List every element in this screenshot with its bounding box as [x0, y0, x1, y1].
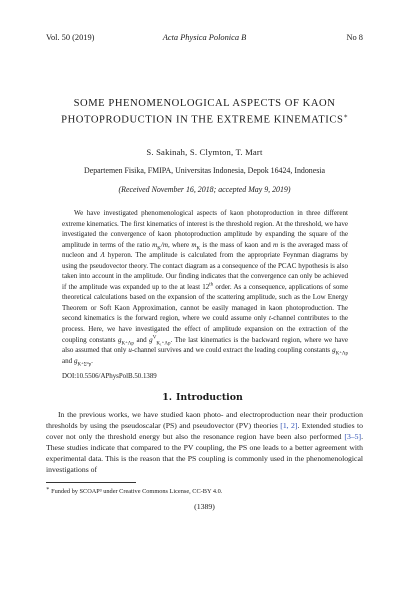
section-number: 1.: [162, 392, 173, 403]
received-dates: (Received November 16, 2018; accepted May 9, 2019): [118, 185, 291, 194]
title-footnote-marker: ∗: [343, 113, 348, 120]
citation-link[interactable]: [1, 2]: [280, 421, 298, 431]
author-list: S. Sakinah, S. Clymton, T. Mart: [146, 147, 263, 157]
footnote-rule: [46, 482, 136, 483]
issue-number: No 8: [346, 33, 363, 42]
abstract-paragraph: We have investigated phenomenological aspects of kaon photoproduction in three different extreme kinematics. The first kinematics of interest is the threshold region. At the threshold, we have investigated the convergence of kaon photoproduction amplitude by expanding the square of the amplitude in terms of the ratio $m_K/m$, where $m_K$ is the mass of kaon and m is the averaged mass of nucleon and Λ hyperon. The amplitude is calculated from the appropriate Feynman diagrams by using the pseudovector theory. The contact diagram as a consequence of the PCAC hypothesis is also taken into account in the amplitude. Our finding indicates that the convergence can only be achieved if the amplitude was expanded up to the at least 12th order. As a consequence, applications of some theoretical calculations based on the expansion of the scattering amplitude, such as the Low Energy Theorem or Soft Kaon Approximation, cannot be easily managed in kaon photoproduction. The second kinematics is the forward region, where we could assume only t-channel contributes to the process. Here, we have investigated the effect of amplitude expansion on the extraction of the coupling constants $g_{K^+\Lambda p}$ and $g^V_{K_1^+\Lambda p}$. The last kinematics is the backward region, where we have also assumed that only u-channel survives and we could extract the leading coupling constants $g_{K^+\Lambda p}$ and $g_{K^+\Sigma^0p}$.: [62, 209, 349, 368]
intro-paragraph: In the previous works, we have studied kaon photo- and electroproduction near their production thresholds by using the pseudoscalar (PS) and pseudovector (PV) theories [1, 2]. Extended studies to cover not only the threshold energy but also the resonance region have been also performed [3–5]. These studies indicate that compared to the PV coupling, the PS one leads to a better agreement with experimental data. This is the reason that the PS coupling is commonly used in the phenomenological investigations of: [46, 410, 363, 475]
affiliation: Departemen Fisika, FMIPA, Universitas Indonesia, Depok 16424, Indonesia: [84, 166, 325, 175]
doi-link[interactable]: DOI:10.5506/APhysPolB.50.1389: [62, 373, 157, 380]
paper-title-text: SOME PHENOMENOLOGICAL ASPECTS OF KAON PHOTOPRODUCTION IN THE EXTREME KINEMATICS: [61, 98, 344, 126]
section-title: Introduction: [176, 392, 243, 403]
volume-label: Vol. 50 (2019): [46, 33, 95, 42]
page-number: (1389): [194, 502, 215, 511]
journal-name: Acta Physica Polonica B: [162, 33, 247, 42]
citation-link[interactable]: [3–5]: [344, 432, 362, 442]
footnote: ∗ Funded by SCOAP³ under Creative Commons License, CC-BY 4.0.: [46, 486, 223, 496]
